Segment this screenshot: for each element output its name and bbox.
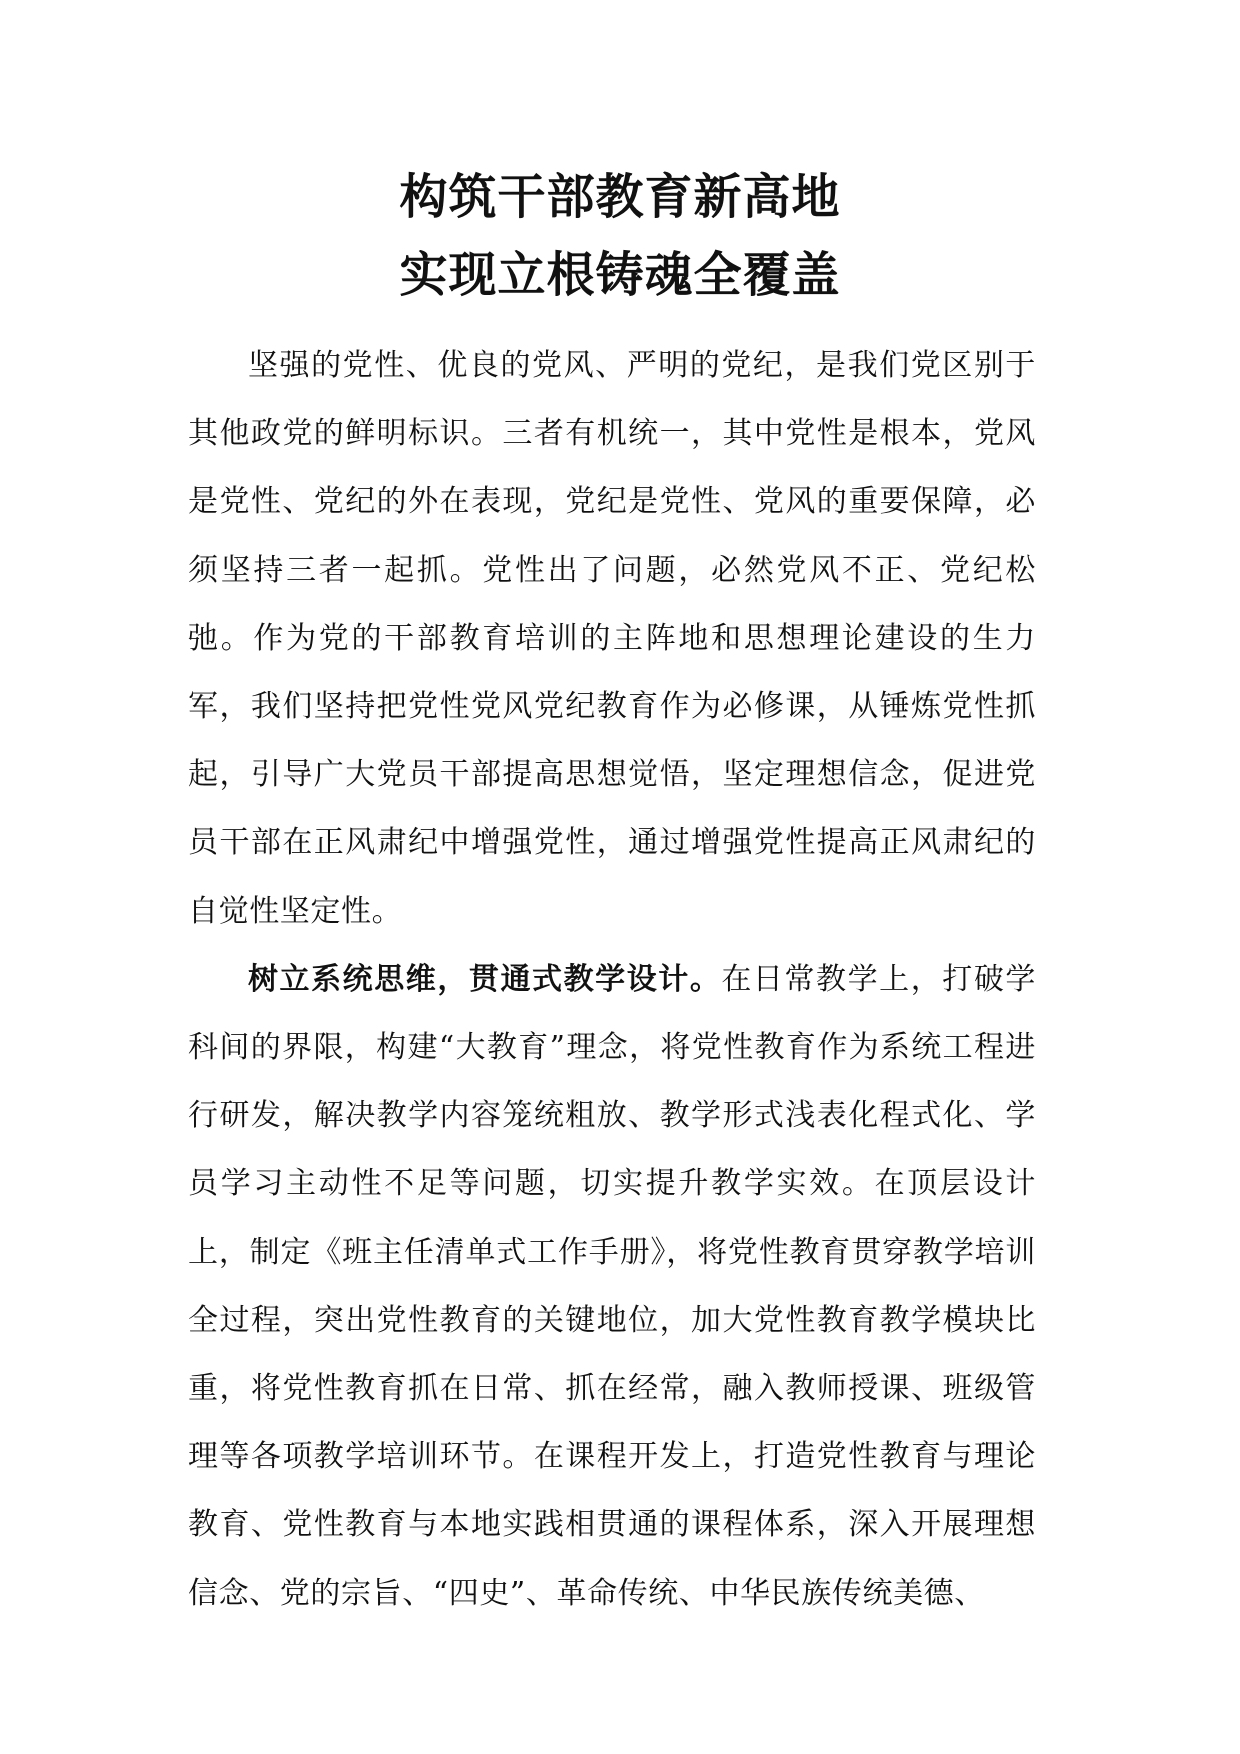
title-line-2: 实现立根铸魂全覆盖 [399, 247, 841, 303]
paragraph-systematic-thinking [188, 946, 1036, 1628]
paragraph-intro [188, 332, 1036, 946]
paragraph-lead-heading: 树立系统思维，贯通式教学设计。 [248, 961, 722, 997]
paragraph-systematic-thinking-text: 在日常教学上，打破学科间的界限，构建“大教育”理念，将党性教育作为系统工程进行研发，解决教学内容笼统粗放、教学形式浅表化程式化、学员学习主动性不足等问题，切实提升教学实效。在顶层设计上，制定《班主任清单式工作手册》，将党性教育贯穿教学培训全过程，突出党性教育的关键地位，加大党性教育教学模块比重，将党性教育抓在日常、抓在经常，融入教师授课、班级管理等各项教学培训环节。在课程开发上，打造党性教育与理论教育、党性教育与本地实践相贯通的课程体系，深入开展理想信念、党的宗旨、“四史”、革命传统、中华民族传统美德、 [188, 961, 1036, 1611]
document-title [0, 158, 1240, 314]
title-line-1: 构筑干部教育新高地 [399, 169, 841, 225]
document-body [188, 332, 1036, 1628]
paragraph-intro-text: 坚强的党性、优良的党风、严明的党纪，是我们党区别于其他政党的鲜明标识。三者有机统一，其中党性是根本，党风是党性、党纪的外在表现，党纪是党性、党风的重要保障，必须坚持三者一起抓。党性出了问题，必然党风不正、党纪松弛。作为党的干部教育培训的主阵地和思想理论建设的生力军，我们坚持把党性党风党纪教育作为必修课，从锤炼党性抓起，引导广大党员干部提高思想觉悟，坚定理想信念，促进党员干部在正风肃纪中增强党性，通过增强党性提高正风肃纪的自觉性坚定性。 [188, 348, 1036, 929]
